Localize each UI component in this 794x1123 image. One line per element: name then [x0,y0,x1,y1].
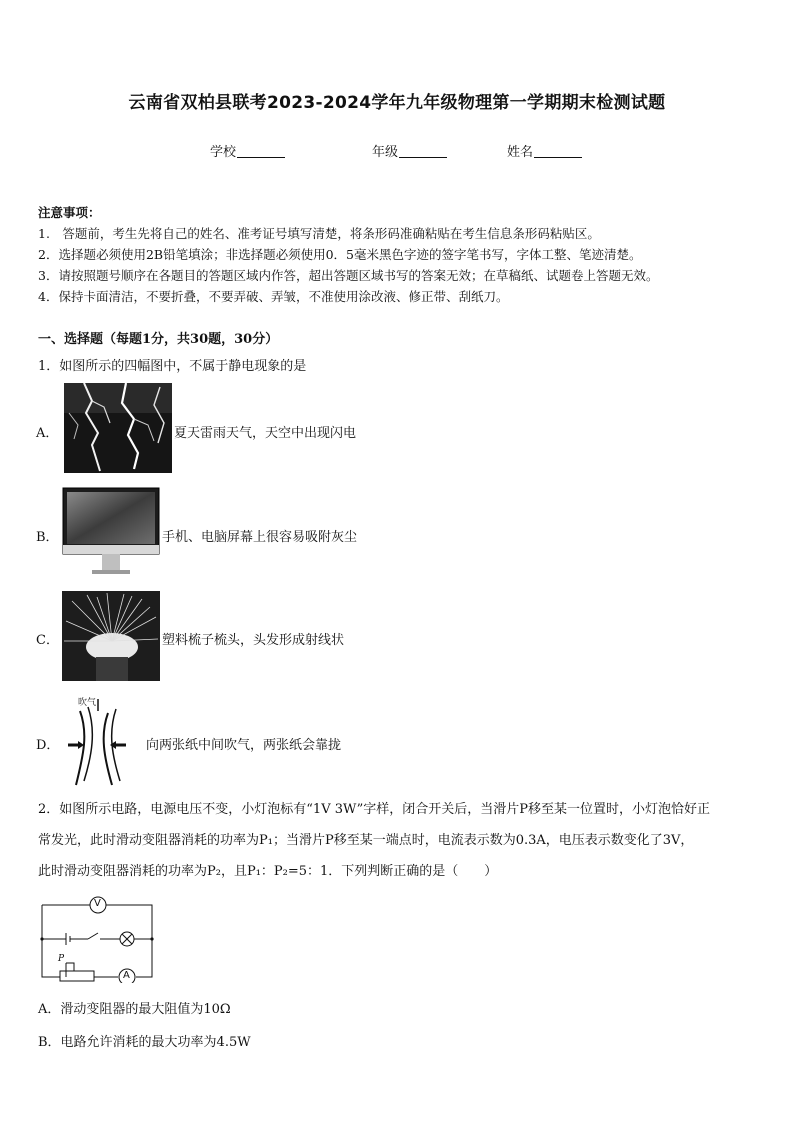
question-2-stem-line: 2．如图所示电路，电源电压不变，小灯泡标有“1V 3W”字样，闭合开关后，当滑片P移至某一位置时，小灯泡恰好正 [38,802,710,817]
question-2-option: A．滑动变阻器的最大阻值为10Ω [38,1002,231,1017]
lightning-photo [64,383,172,473]
option-b-letter: B． [36,530,59,545]
question-2-option: B．电路允许消耗的最大功率为4.5W [38,1035,251,1050]
option-a-text: 夏天雷雨天气，天空中出现闪电 [174,426,357,441]
monitor-photo [62,487,160,579]
option-c-letter: C． [36,633,59,648]
option-d-letter: D． [36,738,60,753]
slider-label: P [58,954,65,964]
grade-label: 年级 [372,145,399,160]
school-blank[interactable] [237,143,285,158]
name-blank[interactable] [534,143,582,158]
section-heading: 一、选择题（每题1分，共30题，30分） [38,332,279,347]
grade-field[interactable] [372,141,447,160]
notice-heading: 注意事项： [38,205,101,220]
ammeter-label: A [123,970,130,981]
option-b-text: 手机、电脑屏幕上很容易吸附灰尘 [162,530,358,545]
notice-item: 1. 答题前，考生先将自己的姓名、准考证号填写清楚，将条形码准确粘贴在考生信息条形码粘贴区。 [38,226,600,241]
name-label: 姓名 [507,145,534,160]
notice-item: 4．保持卡面清洁，不要折叠，不要弄破、弄皱，不准使用涂改液、修正带、刮纸刀。 [38,289,509,304]
blow-air-label: 吹气 [78,698,97,708]
name-field[interactable] [507,141,582,160]
page-title: 云南省双柏县联考2023-2024学年九年级物理第一学期期末检测试题 [128,93,666,113]
school-label: 学校 [210,145,237,160]
option-a-letter: A． [36,426,59,441]
grade-blank[interactable] [399,143,447,158]
notice-item: 3．请按照题号顺序在各题目的答题区域内作答，超出答题区域书写的答案无效；在草稿纸、试题卷上答题无效。 [38,268,659,283]
voltmeter-label: V [94,898,101,909]
notice-item: 2．选择题必须使用2B铅笔填涂；非选择题必须使用0．5毫米黑色字迹的签字笔书写，字体工整、笔迹清楚。 [38,247,642,262]
hair-photo [62,591,160,681]
paper-blowing-diagram [62,693,144,789]
option-c-text: 塑料梳子梳头，头发形成射线状 [162,633,345,648]
option-d-text: 向两张纸中间吹气，两张纸会靠拢 [146,738,342,753]
question-2-stem-line: 常发光，此时滑动变阻器消耗的功率为P₁；当滑片P移至某一端点时，电流表示数为0.3A，电压表示数变化了3V， [38,833,694,848]
school-field[interactable] [210,141,285,160]
question-2-stem-line: 此时滑动变阻器消耗的功率为P₂，且P₁：P₂=5：1．下列判断正确的是（ ） [38,864,498,879]
question-1-stem: 1．如图所示的四幅图中，不属于静电现象的是 [38,359,307,374]
circuit-diagram [38,893,158,983]
